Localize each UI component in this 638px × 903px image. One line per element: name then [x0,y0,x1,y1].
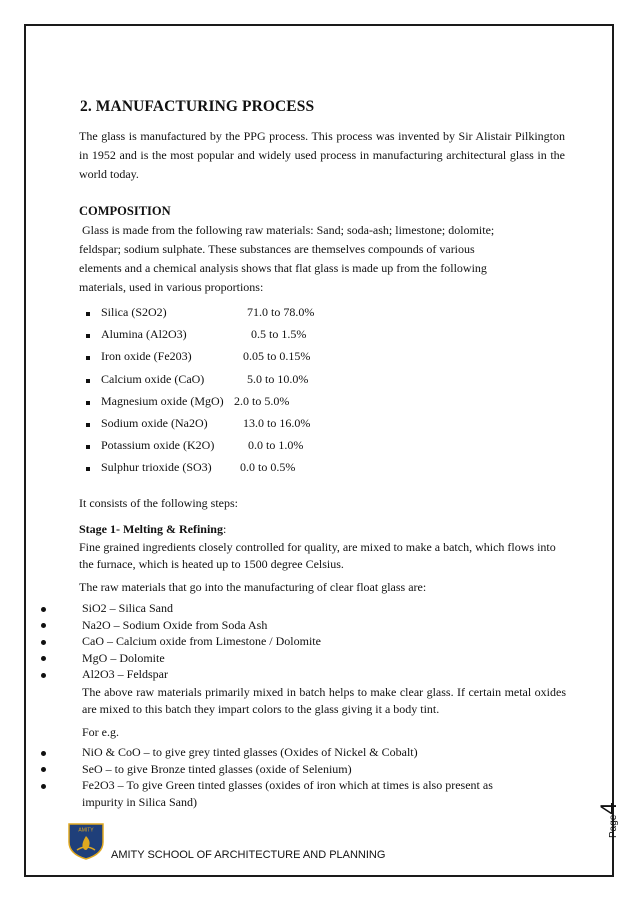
square-bullet-icon [86,445,90,449]
stage-title-text: Stage 1- Melting & Refining [79,522,223,536]
square-bullet-icon [86,467,90,471]
raw-materials-intro: The raw materials that go into the manufacturing of clear float glass are: [79,580,427,594]
list-item-text: SiO2 – Silica Sand [82,601,174,615]
steps-intro: It consists of the following steps: [79,496,238,510]
list-item [39,651,579,668]
list-item-text: Na2O – Sodium Oxide from Soda Ash [82,617,268,632]
bullet-icon [41,673,46,678]
stage-body: Fine grained ingredients closely controlled for quality, are mixed to make a batch, which flows into the furnace, which is heated up to 1500 degree Celsius. [79,540,556,571]
composition-title: COMPOSITION [79,204,171,218]
list-item [86,394,386,416]
bullet-icon [41,656,46,661]
material-name: Alumina (Al2O3) [101,327,187,342]
list-item [86,460,386,482]
material-name: Silica (S2O2) [101,305,167,319]
raw-materials-note: The above raw materials primarily mixed in batch helps to make clear glass. If certain metal oxides are mixed to this batch they impart colors to the glass giving it a body tint. [82,685,566,716]
composition-line: materials, used in various proportions: [79,280,264,294]
square-bullet-icon [86,401,90,405]
square-bullet-icon [86,379,90,383]
composition-line: feldspar; sodium sulphate. These substances are themselves compounds of various [79,242,475,256]
square-bullet-icon [86,423,90,427]
stage-title-colon: : [222,522,227,536]
section-heading: 2. MANUFACTURING PROCESS [80,98,315,115]
material-value: 0.05 to 0.15% [243,349,311,364]
material-value: 0.0 to 1.0% [248,438,304,453]
bullet-icon [41,751,46,756]
intro-paragraph: The glass is manufactured by the PPG process. This process was invented by Sir Alistair Pilkington in 1952 and is the most popular and widely used process in manufacturing architectural glass in the world today. [79,129,565,181]
list-item [39,601,579,618]
list-item-text: NiO & CoO – to give grey tinted glasses (Oxides of Nickel & Cobalt) [82,745,418,759]
composition-paragraph [79,221,559,297]
page-number [596,798,622,838]
composition-line: elements and a chemical analysis shows that flat glass is made up from the following [79,261,487,275]
list-item-text: Fe2O3 – To give Green tinted glasses (oxides of iron which at times is also present as [82,778,493,792]
footer-text: AMITY SCHOOL OF ARCHITECTURE AND PLANNING [111,849,386,861]
page-label: Page [608,814,619,838]
list-item [39,778,579,795]
material-name: Iron oxide (Fe203) [101,349,192,364]
tint-list [39,745,579,795]
square-bullet-icon [86,356,90,360]
bullet-icon [41,784,46,789]
list-item [39,745,579,762]
list-item-text: CaO – Calcium oxide from Limestone / Dolomite [82,634,321,648]
square-bullet-icon [86,334,90,338]
list-item [86,327,386,349]
raw-materials-list [39,601,579,684]
square-bullet-icon [86,312,90,316]
material-name: Calcium oxide (CaO) [101,371,205,386]
tint-list-continuation: impurity in Silica Sand) [82,795,197,809]
list-item [86,372,386,394]
list-item-text: MgO – Dolomite [82,650,165,665]
material-name: Magnesium oxide (MgO) [101,393,224,408]
material-name: Sodium oxide (Na2O) [101,415,208,430]
bullet-icon [41,607,46,612]
list-item-text: SeO – to give Bronze tinted glasses (oxide of Selenium) [82,761,352,776]
material-value: 71.0 to 78.0% [247,305,315,319]
stage-title [79,522,226,537]
composition-line: Glass is made from the following raw materials: Sand; soda-ash; limestone; dolomite; [82,223,495,237]
example-label: For e.g. [82,725,119,739]
material-value: 13.0 to 16.0% [243,415,311,430]
material-value: 0.0 to 0.5% [240,460,296,475]
list-item [86,305,386,327]
material-value: 2.0 to 5.0% [234,393,290,408]
materials-list [86,305,386,483]
list-item [86,438,386,460]
list-item [39,618,579,635]
list-item [86,416,386,438]
logo-wordmark: AMITY [78,827,94,834]
page-number-value: 4 [596,802,621,815]
list-item [86,349,386,371]
list-item [39,634,579,651]
material-value: 5.0 to 10.0% [247,371,309,386]
list-item [39,762,579,779]
material-name: Sulphur trioxide (SO3) [101,460,212,475]
material-name: Potassium oxide (K2O) [101,438,215,453]
list-item-text: Al2O3 – Feldspar [82,667,168,681]
list-item [39,667,579,684]
material-value: 0.5 to 1.5% [251,327,307,342]
amity-logo-icon [66,822,106,860]
bullet-icon [41,623,46,628]
bullet-icon [41,767,46,772]
bullet-icon [41,640,46,645]
